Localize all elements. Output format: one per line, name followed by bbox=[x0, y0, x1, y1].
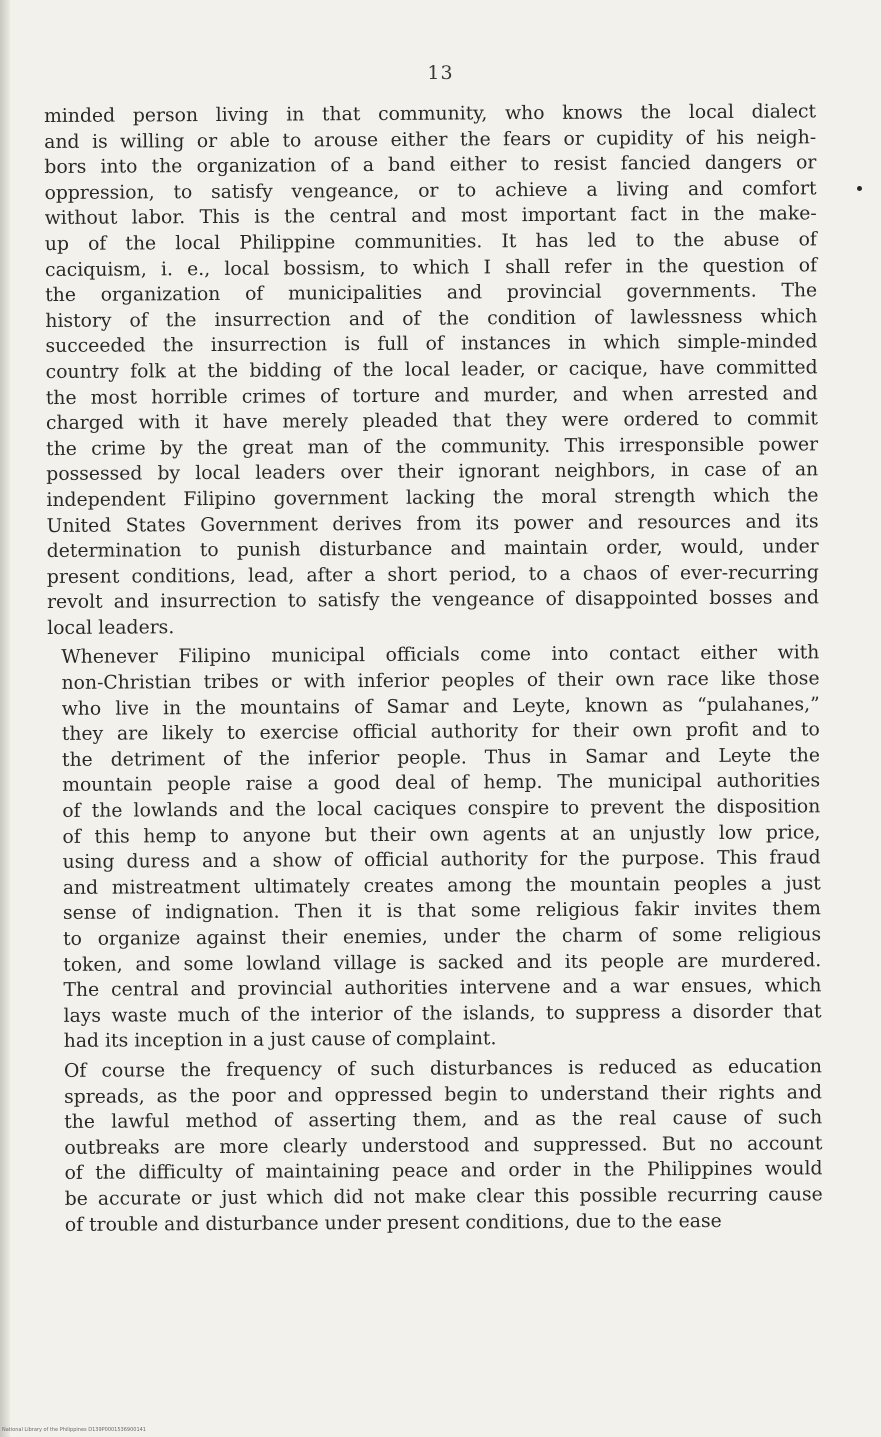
text-line: bors into the organization of a band either to resist fancied dangers or bbox=[44, 152, 817, 179]
text-line: sense of indignation. Then it is that some religious fakir invites them bbox=[62, 898, 821, 925]
text-line: lays waste much of the interior of the islands, to suppress a disorder that bbox=[63, 1001, 822, 1027]
text-line: caciquism, i. e., local bossism, to which I shall refer in the question of bbox=[44, 254, 818, 281]
text-line: Whenever Filipino municipal officials come into contact either with bbox=[61, 642, 820, 669]
text-line: using duress and a show of official authority for the purpose. This fraud bbox=[62, 847, 821, 874]
footer-library-stamp: National Library of the Philippines D139P0001536900141 bbox=[2, 1427, 146, 1433]
text-line: and mistreatment ultimately creates among the mountain peoples a just bbox=[62, 873, 821, 899]
body-text bbox=[44, 99, 823, 1238]
text-line: without labor. This is the central and most important fact in the make- bbox=[44, 203, 817, 230]
paragraph-3 bbox=[50, 1054, 823, 1238]
text-line: of the difficulty of maintaining peace and order in the Philippines would bbox=[64, 1158, 823, 1185]
text-line: of this hemp to anyone but their own agents at an unjustly low price, bbox=[62, 821, 821, 848]
text-line: non-Christian tribes or with inferior peoples of their own race like those bbox=[61, 668, 820, 694]
text-line: possessed by local leaders over their ignorant neighbors, in case of an bbox=[46, 459, 819, 486]
text-line: the crime by the great man of the community. This irresponsible power bbox=[46, 433, 819, 460]
text-line: they are likely to exercise official authority for their own profit and to bbox=[61, 719, 820, 746]
text-line: who live in the mountains of Samar and Leyte, known as “pulahanes,” bbox=[61, 693, 820, 720]
text-line: the lawful method of asserting them, and as the real cause of such bbox=[64, 1107, 823, 1134]
ink-speck bbox=[857, 186, 862, 191]
text-line: United States Government derives from its power and resources and its bbox=[46, 510, 819, 537]
text-line: outbreaks are more clearly understood and suppressed. But no account bbox=[64, 1133, 823, 1159]
text-line: minded person living in that community, who knows the local dialect bbox=[44, 101, 817, 127]
text-line: The central and provincial authorities intervene and a war ensues, which bbox=[63, 975, 822, 1002]
page-number: 13 bbox=[427, 62, 454, 84]
text-line: the most horrible crimes of torture and murder, and when arrested and bbox=[45, 382, 818, 409]
text-line: Of course the frequency of such disturbances is reduced as education bbox=[63, 1056, 822, 1082]
text-line: local leaders. bbox=[47, 617, 175, 639]
text-line: succeeded the insurrection is full of instances in which simple-minded bbox=[45, 331, 818, 358]
text-line: oppression, to satisfy vengeance, or to achieve a living and comfort bbox=[44, 178, 817, 204]
text-line: independent Filipino government lacking the moral strength which the bbox=[46, 485, 819, 511]
text-line: of trouble and disturbance under present conditions, due to the ease bbox=[64, 1210, 722, 1236]
text-line: the detriment of the inferior people. Thus in Samar and Leyte the bbox=[61, 745, 821, 771]
text-line: be accurate or just which did not make clear this possible recurring cause bbox=[64, 1184, 823, 1210]
text-line: spreads, as the poor and oppressed begin to understand their rights and bbox=[64, 1081, 823, 1108]
text-line: country folk at the bidding of the local leader, or cacique, have committed bbox=[45, 357, 818, 383]
text-line: history of the insurrection and of the condition of lawlessness which bbox=[45, 306, 818, 332]
text-line: to organize against their enemies, under the charm of some religious bbox=[63, 924, 822, 950]
paragraph-1 bbox=[44, 99, 819, 641]
paragraph-2 bbox=[47, 641, 821, 1055]
text-line: the organization of municipalities and provincial governments. The bbox=[45, 280, 818, 307]
text-line: and is willing or able to arouse either the fears or cupidity of his neigh- bbox=[44, 126, 817, 153]
text-line: charged with it have merely pleaded that they were ordered to commit bbox=[45, 408, 819, 435]
text-line: of the lowlands and the local caciques conspire to prevent the disposition bbox=[62, 796, 821, 822]
text-line: mountain people raise a good deal of hemp. The municipal authorities bbox=[62, 770, 821, 797]
text-line: present conditions, lead, after a short period, to a chaos of ever-recurring bbox=[46, 561, 819, 588]
text-line: token, and some lowland village is sacked and its people are murdered. bbox=[63, 949, 822, 976]
page-binding-edge bbox=[0, 0, 10, 1437]
text-line: revolt and insurrection to satisfy the vengeance of disappointed bosses and bbox=[46, 587, 820, 614]
text-line: had its inception in a just cause of complaint. bbox=[63, 1028, 497, 1053]
text-line: up of the local Philippine communities. It has led to the abuse of bbox=[44, 229, 817, 255]
text-line: determination to punish disturbance and maintain order, would, under bbox=[46, 536, 819, 563]
